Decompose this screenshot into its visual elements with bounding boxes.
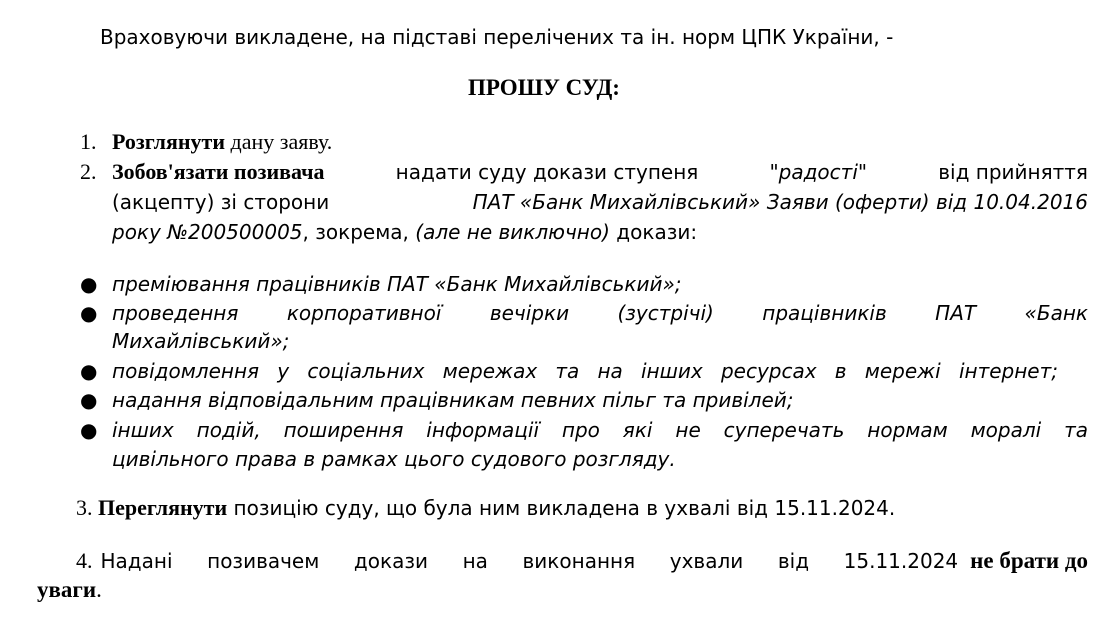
item-2-line-2 [112, 187, 1088, 217]
item-2-line-1 [112, 157, 1088, 187]
item-4-bold-line2: уваги [37, 577, 97, 602]
item-2-line3-mid: , зокрема, [302, 220, 409, 244]
bullet-4 [112, 385, 794, 415]
item-2-line3-end: докази: [609, 220, 698, 244]
item-4-bold-end: не брати до [970, 548, 1088, 573]
item-2-line3-paren: (але не виключно) [415, 220, 610, 244]
item-1 [112, 127, 332, 157]
item-2-line2-italic: ПАТ «Банк Михайлівський» Заяви (оферти) від 10.04.2016 [472, 190, 1088, 214]
bullet-1 [112, 269, 682, 299]
bullet-4-text: надання відповідальним працівникам певних пільг та привілей; [112, 388, 794, 412]
item-4-text: Надані позивачем докази на виконання ухвали від 15.11.2024 [100, 549, 959, 573]
bullet-1-text: преміювання працівників ПАТ «Банк Михайлівський»; [112, 272, 682, 296]
bullet-5-glyph: ● [80, 418, 98, 442]
item-2-number: 2. [80, 159, 97, 184]
bullet-5-line-2 [112, 444, 676, 474]
intro-text: Враховуючи викладене, на підставі перелічених та ін. норм ЦПК України, - [100, 25, 894, 49]
bullet-2-text-2: Михайлівський»; [112, 329, 290, 353]
item-4-line-1 [76, 546, 1088, 576]
intro-paragraph [100, 22, 893, 52]
bullet-3 [112, 356, 1058, 386]
bullet-2-line-1 [112, 298, 1088, 328]
item-3-number: 3. [76, 495, 93, 520]
item-2-line1-end: від прийняття [938, 160, 1088, 184]
item-3-bold: Переглянути [98, 495, 228, 520]
item-4-period: . [96, 577, 102, 602]
bullet-5-text-2: цивільного права в рамках цього судового розгляду. [112, 447, 676, 471]
item-1-number: 1. [80, 129, 97, 154]
item-2-bold: Зобов'язати позивача [112, 159, 325, 184]
bullet-2-line-2 [112, 326, 289, 356]
item-2-line3-italic: року №200500005 [112, 220, 303, 244]
item-1-rest: дану заяву. [225, 129, 333, 154]
item-3-rest: позицію суду, що була ним викладена в ухвалі від 15.11.2024. [227, 496, 896, 520]
item-2-quote: "радості" [769, 160, 868, 184]
bullet-3-text: повідомлення у соціальних мережах та на інших ресурсах в мережі інтернет; [112, 359, 1058, 383]
bullet-2-glyph: ● [80, 301, 98, 325]
heading-text: ПРОШУ СУД: [468, 75, 620, 100]
bullet-4-glyph: ● [80, 388, 98, 412]
item-2-line-3 [112, 217, 697, 247]
bullet-5-line-1 [112, 415, 1088, 445]
item-1-bold: Розглянути [112, 129, 226, 154]
bullet-5-text-1: інших подій, поширення інформації про які не суперечать нормам моралі та [112, 418, 1088, 442]
item-4-line-2 [37, 575, 102, 605]
item-3 [76, 493, 895, 523]
item-2-line2-start: (акцепту) зі сторони [112, 190, 330, 214]
bullet-1-glyph: ● [80, 272, 98, 296]
item-4-number: 4. [76, 548, 93, 573]
bullet-3-glyph: ● [80, 359, 98, 383]
item-2-line1-rest: надати суду докази ступеня [395, 160, 699, 184]
bullet-2-text-1: проведення корпоративної вечірки (зустрічі) працівників ПАТ «Банк [112, 301, 1088, 325]
heading [468, 73, 620, 103]
